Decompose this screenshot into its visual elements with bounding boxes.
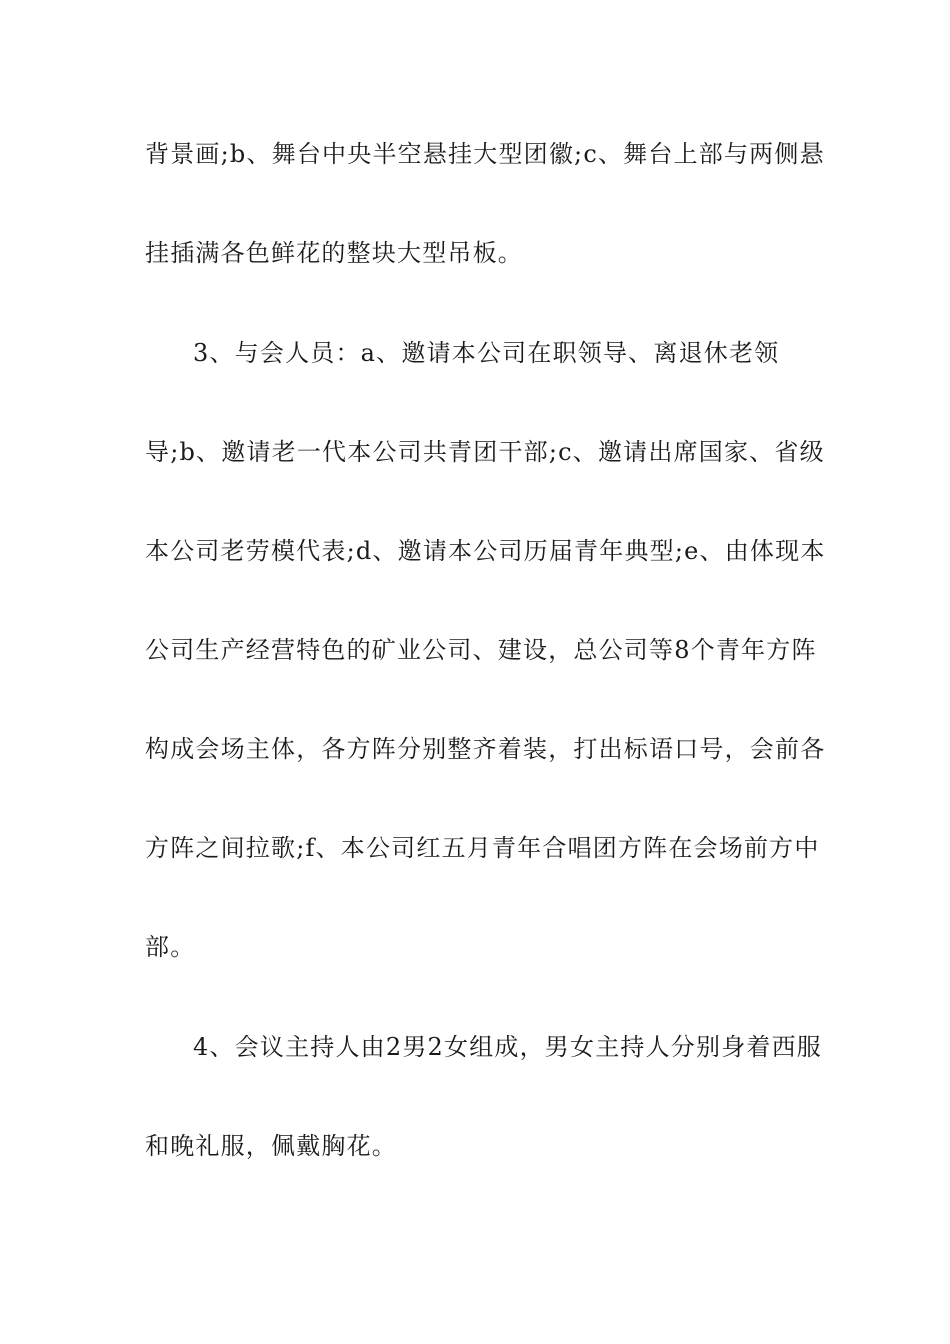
paragraph-3-line-5: 构成会场主体，各方阵分别整齐着装，打出标语口号，会前各: [145, 735, 826, 763]
paragraph-2-line-2: 挂插满各色鲜花的整块大型吊板。: [145, 239, 523, 267]
paragraph-2-line-1: 背景画;b、舞台中央半空悬挂大型团徽;c、舞台上部与两侧悬: [145, 140, 825, 168]
paragraph-4-line-1: 4、会议主持人由2男2女组成，男女主持人分别身着西服: [193, 1033, 823, 1061]
paragraph-3-line-1: 3、与会人员：a、邀请本公司在职领导、离退休老领: [193, 339, 780, 367]
paragraph-3-line-6: 方阵之间拉歌;f、本公司红五月青年合唱团方阵在会场前方中: [145, 834, 820, 862]
paragraph-3-line-2: 导;b、邀请老一代本公司共青团干部;c、邀请出席国家、省级: [145, 438, 825, 466]
paragraph-3-line-7: 部。: [145, 933, 196, 961]
paragraph-3-line-4: 公司生产经营特色的矿业公司、建设，总公司等8个青年方阵: [145, 636, 817, 664]
paragraph-4-line-2: 和晚礼服，佩戴胸花。: [145, 1132, 397, 1160]
paragraph-3-line-3: 本公司老劳模代表;d、邀请本公司历届青年典型;e、由体现本: [145, 537, 826, 565]
